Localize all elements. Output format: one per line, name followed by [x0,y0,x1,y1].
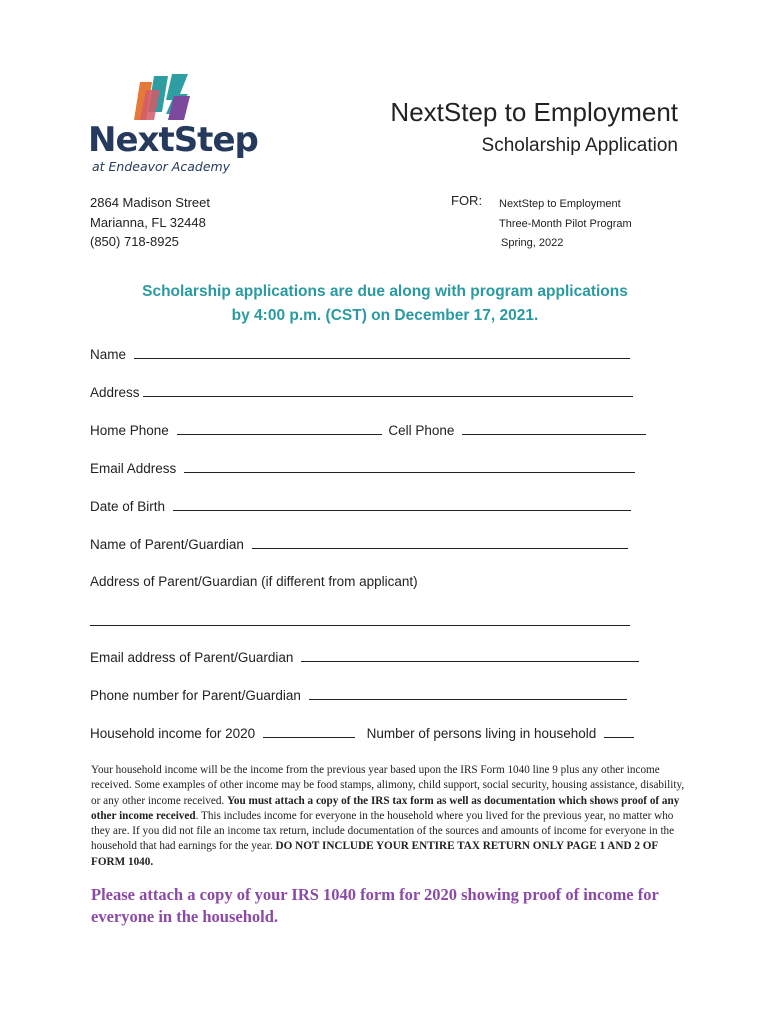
program-info [499,195,632,254]
dob-input-line[interactable] [173,498,631,511]
income-label: Household income for 2020 [90,726,256,741]
email-input-line[interactable] [184,460,635,473]
income-field-row [90,725,634,741]
program-name: NextStep to Employment [499,198,621,210]
parent-email-label: Email address of Parent/Guardian [90,650,294,665]
for-label: FOR: [451,193,483,208]
parent-name-field-row [90,536,628,552]
address-phone: (850) 718-8925 [90,234,179,249]
parent-name-label: Name of Parent/Guardian [90,537,244,552]
parent-email-field-row [90,649,639,665]
parent-phone-field-row [90,687,627,703]
address-label: Address [90,385,140,400]
page-title: NextStep to Employment [390,97,678,127]
page-subtitle: Scholarship Application [481,135,678,156]
dob-label: Date of Birth [90,499,166,514]
attach-form-notice: Please attach a copy of your IRS 1040 form for 2020 showing proof of income for everyone in the household. [91,885,659,926]
instructions-attach-requirement: You must attach a copy of the IRS tax form as well as documentation which shows proof of any other income received [91,794,680,822]
parent-address-label: Address of Parent/Guardian (if different from applicant) [90,574,418,589]
dob-field-row [90,498,631,514]
due-notice-line-2: by 4:00 p.m. (CST) on December 17, 2021. [231,307,539,324]
income-instructions [91,763,686,870]
instructions-part-3: . This includes income for everyone in the household where you lived for the previous year, no matter who they are. If you did not file an income tax return, include documentation of the sources and amounts of income for everyone in the household that had earnings for the year. [91,809,675,853]
parent-phone-label: Phone number for Parent/Guardian [90,688,301,703]
name-field-row [90,346,630,362]
email-label: Email Address [90,461,177,476]
phone-field-row [90,422,646,438]
program-pilot: Three-Month Pilot Program [499,217,632,230]
due-notice-line-1: Scholarship applications are due along with program applications [142,283,628,300]
income-input-line[interactable] [263,725,355,738]
home-phone-label: Home Phone [90,423,169,438]
parent-email-input-line[interactable] [301,649,639,662]
logo-subtitle: at Endeavor Academy [92,159,231,174]
persons-input-line[interactable] [604,725,634,738]
address-street: 2864 Madison Street [90,195,210,210]
instructions-part-1: Your household income will be the income from the previous year based upon the IRS Form 1040 line 9 plus any other income received. Some examples of other income may be food stamps, alimony, child support, social security, housing assistance, disability, or any other income received. [91,764,685,807]
cell-phone-input-line[interactable] [462,422,646,435]
program-term: Spring, 2022 [501,237,564,249]
email-field-row [90,460,635,476]
name-label: Name [90,347,127,362]
address-field-row [90,384,633,400]
logo-wordmark: NextStep [88,120,258,160]
cell-phone-label: Cell Phone [388,423,455,438]
name-input-line[interactable] [134,346,630,359]
parent-phone-input-line[interactable] [309,687,627,700]
instructions-warning: DO NOT INCLUDE YOUR ENTIRE TAX RETURN ONLY PAGE 1 AND 2 OF FORM 1040. [91,840,658,868]
parent-address-input-line[interactable] [90,613,630,626]
address-city: Marianna, FL 32448 [90,214,206,230]
parent-name-input-line[interactable] [252,536,628,549]
parent-address-field-row [90,574,418,589]
organization-address [90,193,210,252]
persons-label: Number of persons living in household [366,726,597,741]
due-date-notice [0,280,770,328]
parent-address-line-row [90,613,630,629]
address-input-line[interactable] [143,384,633,397]
home-phone-input-line[interactable] [177,422,382,435]
